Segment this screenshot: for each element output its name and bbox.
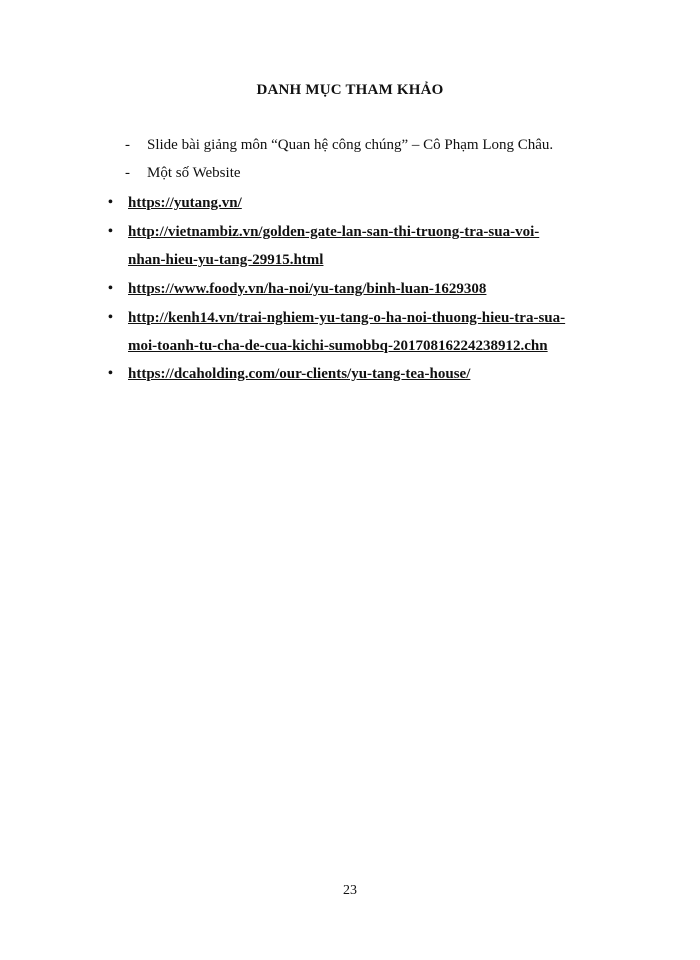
page-title: DANH MỤC THAM KHẢO <box>256 82 444 98</box>
reference-link-kenh14-continued[interactable]: moi-toanh-tu-cha-de-cua-kichi-sumobbq-20170816224238912.chn <box>128 338 548 354</box>
reference-link-kenh14[interactable]: http://kenh14.vn/trai-nghiem-yu-tang-o-ha-noi-thuong-hieu-tra-sua- <box>128 310 566 326</box>
page-number: 23 <box>343 883 357 898</box>
reference-websites-heading <box>125 165 241 182</box>
reference-text: Một số Website <box>147 165 241 181</box>
bullet-icon: • <box>108 195 113 210</box>
reference-link-yutang[interactable]: https://yutang.vn/ <box>128 195 242 211</box>
reference-link-item <box>108 304 628 360</box>
reference-link-vietnambiz[interactable]: http://vietnambiz.vn/golden-gate-lan-san-thi-truong-tra-sua-voi- <box>128 224 540 240</box>
reference-link-item <box>108 189 628 217</box>
bullet-icon: • <box>108 224 113 239</box>
reference-link-dcaholding[interactable]: https://dcaholding.com/our-clients/yu-tang-tea-house/ <box>128 366 471 382</box>
reference-link-foody[interactable]: https://www.foody.vn/ha-noi/yu-tang/binh-luan-1629308 <box>128 281 487 297</box>
reference-link-item <box>108 275 628 303</box>
reference-text: Slide bài giảng môn “Quan hệ công chúng” – Cô Phạm Long Châu. <box>147 137 554 153</box>
dash-marker: - <box>125 137 130 153</box>
reference-link-item <box>108 360 628 388</box>
reference-lecture-slide <box>125 137 553 154</box>
dash-marker: - <box>125 165 130 181</box>
bullet-icon: • <box>108 366 113 381</box>
reference-link-item <box>108 218 628 274</box>
reference-link-vietnambiz-continued[interactable]: nhan-hieu-yu-tang-29915.html <box>128 252 324 268</box>
bullet-icon: • <box>108 310 113 325</box>
bullet-icon: • <box>108 281 113 296</box>
